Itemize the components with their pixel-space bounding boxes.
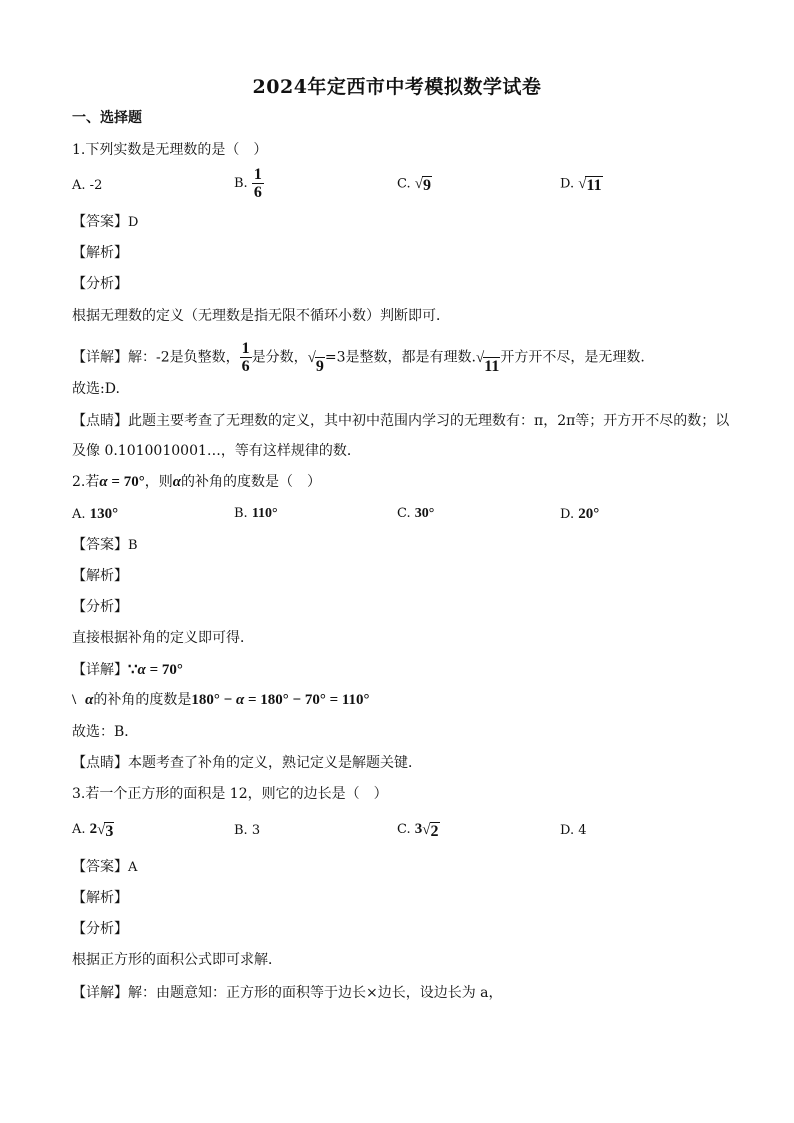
q1-option-a-label: A. bbox=[72, 178, 86, 193]
q3-option-c bbox=[397, 819, 440, 840]
radical-icon: √ bbox=[97, 821, 106, 838]
fraction-numerator: 1 bbox=[241, 340, 250, 357]
q2-option-a bbox=[72, 504, 118, 525]
answer-value: A bbox=[128, 860, 138, 875]
q2-stem bbox=[72, 472, 321, 492]
q2-option-c-label: C. bbox=[397, 506, 411, 521]
q3-option-a-sqrt bbox=[97, 820, 114, 840]
q2-analysis-label: 【解析】 bbox=[72, 568, 128, 584]
alpha-symbol: α bbox=[235, 692, 245, 708]
q2-option-c-value: 30° bbox=[414, 506, 435, 521]
radicand: 2 bbox=[430, 822, 439, 840]
q3-option-c-sqrt bbox=[422, 820, 439, 840]
detail-text-1: 解：-2是负整数， bbox=[128, 349, 240, 366]
q2-option-b-label: B. bbox=[234, 506, 248, 521]
q3-analysis-label: 【解析】 bbox=[72, 890, 128, 906]
q3-fenxi-label: 【分析】 bbox=[72, 921, 128, 937]
q3-option-d bbox=[560, 821, 587, 841]
q3-option-c-coef: 3 bbox=[414, 821, 423, 837]
detail-text-4: 开方开不尽，是无理数. bbox=[500, 349, 645, 366]
q2-option-d-value: 20° bbox=[578, 506, 600, 522]
alpha-symbol: α bbox=[172, 474, 182, 490]
therefore-expr-2: = 180° − 70° = 110° bbox=[244, 692, 370, 708]
radicand: 9 bbox=[315, 357, 324, 375]
q2-option-d-label: D. bbox=[560, 507, 575, 522]
radical-icon: √ bbox=[422, 821, 431, 838]
fraction-denominator: 6 bbox=[241, 358, 250, 375]
q1-answer bbox=[72, 212, 138, 233]
q1-option-c-label: C. bbox=[397, 176, 411, 192]
radicand: 11 bbox=[484, 357, 500, 375]
radical-icon: √ bbox=[578, 176, 587, 192]
q1-option-b bbox=[234, 166, 264, 201]
comment-text: 此题主要考查了无理数的定义，其中初中范围内学习的无理数有：π，2π等；开方开不尽的数；以 bbox=[128, 413, 730, 429]
q2-answer bbox=[72, 535, 138, 556]
stem-text-3: 的补角的度数是（ ） bbox=[181, 474, 322, 490]
detail-equation: = 70° bbox=[145, 662, 183, 678]
answer-label: 【答案】 bbox=[72, 214, 128, 230]
radicand: 11 bbox=[586, 177, 602, 194]
q3-option-b-label: B. bbox=[234, 823, 248, 838]
fraction-denominator: 6 bbox=[253, 184, 262, 201]
stem-text-1: 2.若 bbox=[72, 474, 100, 490]
therefore-text: 的补角的度数是 bbox=[93, 692, 192, 708]
q2-choose: 故选：B． bbox=[72, 724, 139, 740]
q1-option-d bbox=[560, 174, 603, 195]
q1-option-c bbox=[397, 174, 432, 195]
radicand: 3 bbox=[105, 822, 114, 840]
q2-option-c bbox=[397, 504, 434, 524]
q2-therefore bbox=[72, 690, 370, 710]
q3-option-b-value: 3 bbox=[251, 823, 261, 838]
because-symbol: ∵ bbox=[128, 662, 138, 678]
q1-fenxi-text: 根据无理数的定义（无理数是指无限不循环小数）判断即可． bbox=[72, 308, 450, 324]
alpha-symbol: α bbox=[137, 662, 146, 678]
detail-text-3: =3是整数，都是有理数. bbox=[324, 349, 476, 366]
q2-fenxi-label: 【分析】 bbox=[72, 599, 128, 615]
q2-detail bbox=[72, 660, 183, 680]
alpha-symbol: α bbox=[99, 474, 108, 490]
comment-label: 【点睛】 bbox=[72, 755, 128, 771]
radical-icon: √ bbox=[414, 176, 423, 192]
detail-text-2: 是分数， bbox=[251, 349, 308, 366]
therefore-expr-1: 180° − bbox=[191, 692, 236, 708]
q1-option-b-fraction bbox=[252, 166, 264, 201]
q3-detail bbox=[72, 983, 503, 1003]
answer-label: 【答案】 bbox=[72, 537, 128, 553]
q3-stem: 3.若一个正方形的面积是 12，则它的边长是（ ） bbox=[72, 786, 388, 802]
q3-option-d-value: 4 bbox=[578, 823, 587, 838]
alpha-symbol: α bbox=[85, 692, 94, 708]
detail-label: 【详解】 bbox=[72, 349, 128, 366]
q2-comment bbox=[72, 753, 422, 773]
q3-option-d-label: D. bbox=[560, 823, 575, 838]
q2-option-b-value: 110° bbox=[251, 506, 278, 521]
q1-detail bbox=[72, 340, 645, 375]
detail-sqrt-11 bbox=[476, 341, 500, 375]
q2-option-a-label: A. bbox=[72, 507, 86, 522]
answer-label: 【答案】 bbox=[72, 859, 128, 875]
radical-icon: √ bbox=[475, 349, 485, 366]
q1-stem: 1.下列实数是无理数的是（ ） bbox=[72, 142, 268, 158]
section-heading: 一、选择题 bbox=[72, 110, 142, 126]
q2-option-b bbox=[234, 504, 278, 524]
stem-equation: = 70° bbox=[107, 474, 145, 490]
detail-text: 解：由题意知：正方形的面积等于边长×边长，设边长为 a， bbox=[128, 985, 503, 1001]
q1-comment-line-1 bbox=[72, 411, 729, 431]
detail-fraction bbox=[240, 340, 252, 375]
q3-option-b bbox=[234, 821, 260, 841]
q3-fenxi-text: 根据正方形的面积公式即可求解． bbox=[72, 952, 282, 968]
q1-fenxi-label: 【分析】 bbox=[72, 276, 128, 292]
stem-text-2: ，则 bbox=[144, 474, 173, 490]
detail-label: 【详解】 bbox=[72, 985, 128, 1001]
q1-option-d-sqrt bbox=[578, 174, 602, 194]
q2-fenxi-text: 直接根据补角的定义即可得． bbox=[72, 630, 254, 646]
q2-option-d bbox=[560, 504, 599, 525]
fraction-numerator: 1 bbox=[253, 166, 262, 183]
detail-label: 【详解】 bbox=[72, 662, 128, 678]
q3-option-a bbox=[72, 819, 114, 840]
radical-icon: √ bbox=[307, 349, 316, 366]
q3-option-c-label: C. bbox=[397, 822, 411, 837]
q3-option-a-coef: 2 bbox=[89, 821, 98, 837]
answer-value: B bbox=[128, 538, 138, 553]
q1-option-a bbox=[72, 176, 102, 196]
radicand: 9 bbox=[423, 177, 431, 194]
q1-option-d-label: D. bbox=[560, 176, 575, 192]
answer-value: D bbox=[128, 215, 139, 230]
therefore-symbol: \ bbox=[72, 692, 77, 708]
q3-answer bbox=[72, 857, 137, 878]
comment-text: 本题考查了补角的定义，熟记定义是解题关键． bbox=[128, 755, 422, 771]
detail-sqrt-9 bbox=[308, 341, 325, 375]
q1-analysis-label: 【解析】 bbox=[72, 245, 128, 261]
q1-option-a-value: -2 bbox=[89, 178, 103, 193]
comment-label: 【点睛】 bbox=[72, 413, 128, 429]
q2-option-a-value: 130° bbox=[89, 506, 119, 522]
q1-option-b-label: B. bbox=[234, 176, 248, 191]
q1-choose: 故选:D. bbox=[72, 381, 120, 397]
page-title: 2024年定西市中考模拟数学试卷 bbox=[252, 76, 542, 98]
q1-option-c-sqrt bbox=[415, 174, 432, 194]
q1-comment-line-2: 及像 0.1010010001…，等有这样规律的数． bbox=[72, 443, 361, 459]
q3-option-a-label: A. bbox=[72, 822, 86, 837]
